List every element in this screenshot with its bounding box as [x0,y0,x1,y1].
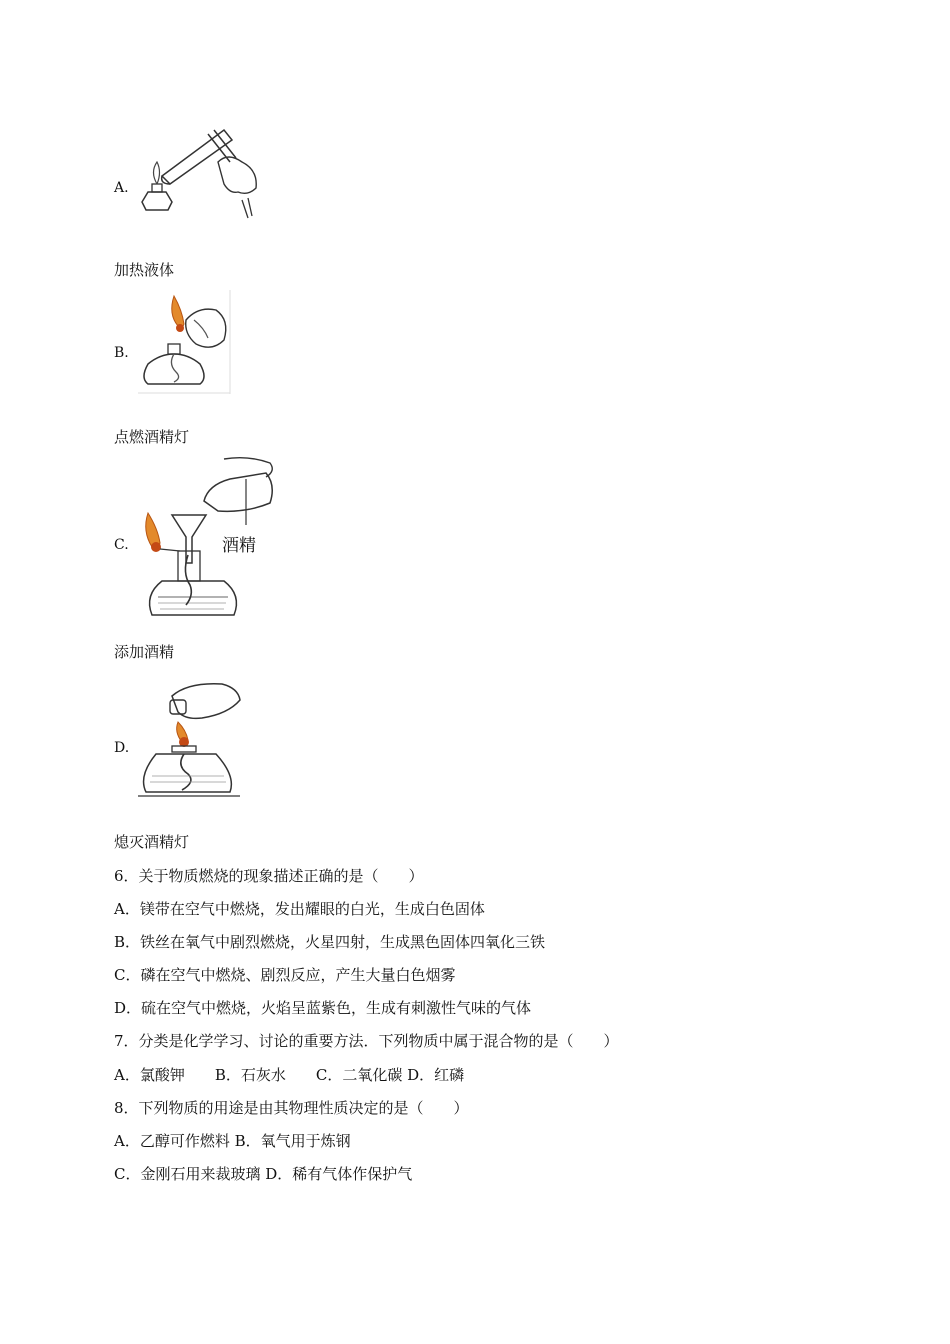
question-7-stem: 7．分类是化学学习、讨论的重要方法．下列物质中属于混合物的是（ ） [114,1032,619,1050]
option-d-letter: D. [114,740,130,756]
question-7-options: A．氯酸钾 B．石灰水 C．二氧化碳 D．红磷 [114,1066,465,1084]
question-6-stem: 6．关于物质燃烧的现象描述正确的是（ ） [114,867,424,885]
option-d-caption: 熄灭酒精灯 [114,833,190,851]
figure-lighting-lamp [138,290,233,394]
question-8-options-row-2: C．金刚石用来裁玻璃 D．稀有气体作保护气 [114,1165,413,1183]
question-6-option-b: B．铁丝在氧气中剧烈燃烧，火星四射，生成黑色固体四氧化三铁 [114,933,546,951]
option-a-letter: A. [114,180,129,196]
option-a-caption: 加热液体 [114,261,175,279]
question-6-option-d: D．硫在空气中燃烧，火焰呈蓝紫色，生成有刺激性气味的气体 [114,999,532,1017]
alcohol-label: 酒精 [222,536,256,555]
option-c-letter: C. [114,537,129,553]
question-6-option-a: A．镁带在空气中燃烧，发出耀眼的白光，生成白色固体 [114,900,485,918]
figure-heating-liquid [138,122,263,222]
option-c-caption: 添加酒精 [114,643,175,661]
figure-adding-alcohol [138,455,280,623]
option-b-letter: B. [114,345,129,361]
option-b-caption: 点燃酒精灯 [114,428,190,446]
figure-extinguishing-lamp [138,678,242,798]
question-8-stem: 8．下列物质的用途是由其物理性质决定的是（ ） [114,1099,469,1117]
question-8-options-row-1: A．乙醇可作燃料 B．氧气用于炼钢 [114,1132,351,1150]
question-6-option-c: C．磷在空气中燃烧、剧烈反应，产生大量白色烟雾 [114,966,456,984]
